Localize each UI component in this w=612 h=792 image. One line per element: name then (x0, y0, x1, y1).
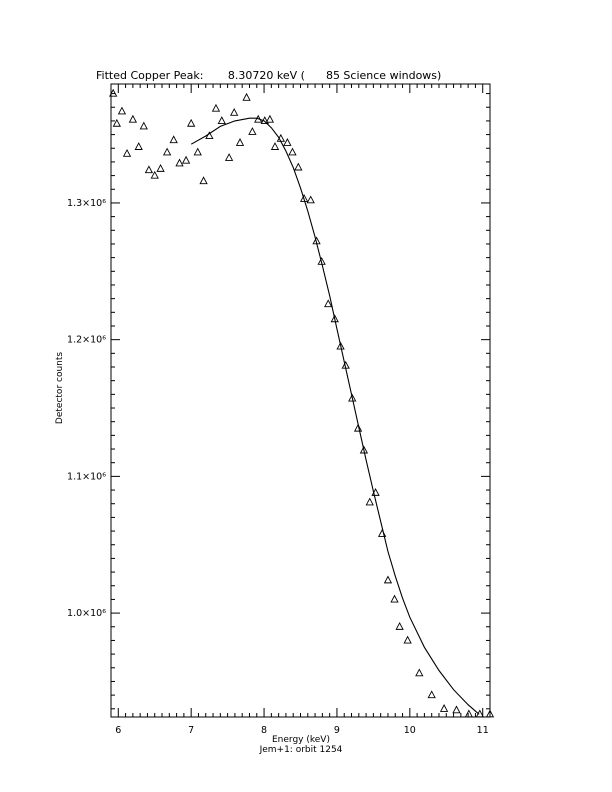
data-points (110, 90, 494, 717)
plot-frame (111, 84, 490, 717)
data-point (249, 128, 256, 134)
data-point (385, 576, 392, 582)
data-point (396, 623, 403, 629)
y-tick-label: 1.1×10⁶ (67, 471, 106, 483)
y-tick-label: 1.3×10⁶ (67, 197, 106, 209)
chart-title: Fitted Copper Peak: 8.30720 keV ( 85 Science windows) (96, 69, 442, 82)
data-point (307, 196, 314, 202)
data-point (428, 691, 435, 697)
data-point (129, 116, 136, 122)
x-tick-label: 9 (333, 725, 340, 736)
data-point (404, 637, 411, 643)
x-tick-label: 7 (188, 725, 195, 736)
data-point (218, 117, 225, 123)
data-point (243, 94, 250, 100)
x-axis-ticks (111, 84, 490, 736)
x-tick-label: 10 (403, 725, 416, 736)
data-point (226, 154, 233, 160)
data-point (183, 157, 190, 163)
data-point (170, 136, 177, 142)
data-point (284, 139, 291, 145)
y-tick-label: 1.0×10⁶ (67, 608, 106, 620)
data-point (366, 499, 373, 505)
data-point (188, 120, 195, 126)
x-axis-label: Energy (keV) (272, 735, 330, 745)
chart-subtitle: Jem+1: orbit 1254 (259, 745, 343, 755)
data-point (453, 706, 460, 712)
fit-curve-group (191, 118, 479, 714)
data-point (124, 150, 131, 156)
data-point (391, 596, 398, 602)
data-point (295, 164, 302, 170)
fit-curve (191, 118, 479, 714)
data-point (213, 105, 220, 111)
data-point (416, 669, 423, 675)
data-point (266, 116, 273, 122)
data-point (157, 165, 164, 171)
plot-border (111, 84, 490, 717)
y-axis-ticks (67, 94, 490, 709)
data-point (272, 143, 279, 149)
data-point (146, 166, 153, 172)
data-point (200, 177, 207, 183)
data-point (135, 143, 142, 149)
data-point (231, 109, 238, 115)
data-point (176, 159, 183, 165)
x-tick-label: 8 (261, 725, 268, 736)
data-point (237, 139, 244, 145)
data-point (140, 123, 147, 129)
data-point (476, 710, 483, 716)
x-tick-label: 11 (476, 725, 489, 736)
y-tick-label: 1.2×10⁶ (67, 334, 106, 346)
data-point (194, 149, 201, 155)
data-point (289, 149, 296, 155)
data-point (441, 705, 448, 711)
y-axis-label: Detector counts (55, 351, 65, 425)
x-tick-label: 6 (115, 725, 122, 736)
data-point (465, 710, 472, 716)
data-point (164, 149, 171, 155)
data-point (119, 108, 126, 114)
